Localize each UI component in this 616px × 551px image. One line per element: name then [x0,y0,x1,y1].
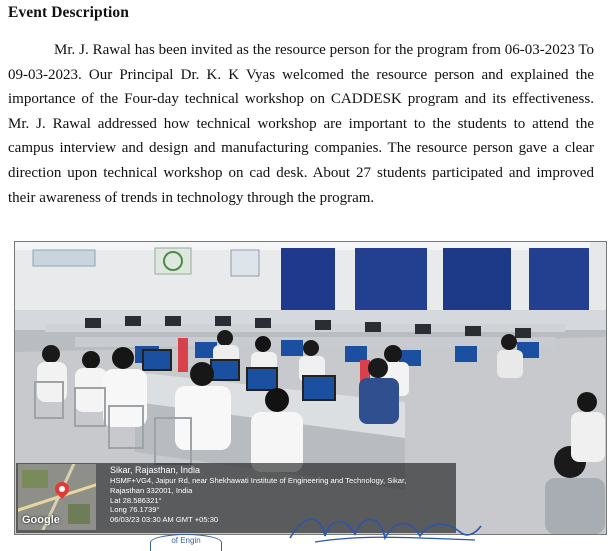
geotag-latitude: Lat 28.586321° [110,495,162,505]
event-description-paragraph: Mr. J. Rawal has been invited as the resource person for the program from 06-03-2023 To 09-03-2023. Our Principal Dr. K. K Vyas welcomed the resource person and explained the importance of the Four-day technical workshop on CADDESK program and its effectiveness. Mr. J. Rawal addressed how technical workshop are important to the students to attend the campus interview and design and manufacturing companies. The resource person gave a clear direction upon technical workshop on cad desk. About 27 students participated and improved their awareness of trends in technology through the program. [8,42,594,206]
map-brand-label: Google [22,514,60,526]
geotag-city: Sikar, Rajasthan, India [110,465,201,475]
handwritten-signature [285,508,485,545]
geotag-address-line1: HSMF+VG4, Jaipur Rd, near Shekhawati Institute of Engineering and Technology, Sikar, [110,476,407,485]
institution-stamp: of Engin [150,534,222,551]
geotag-address-line2: Rajasthan 332001, India [110,485,193,495]
geotag-datetime: 06/03/23 03:30 AM GMT +05:30 [110,515,219,525]
geotag-longitude: Long 76.1739° [110,505,160,515]
section-heading: Event Description [8,4,129,21]
